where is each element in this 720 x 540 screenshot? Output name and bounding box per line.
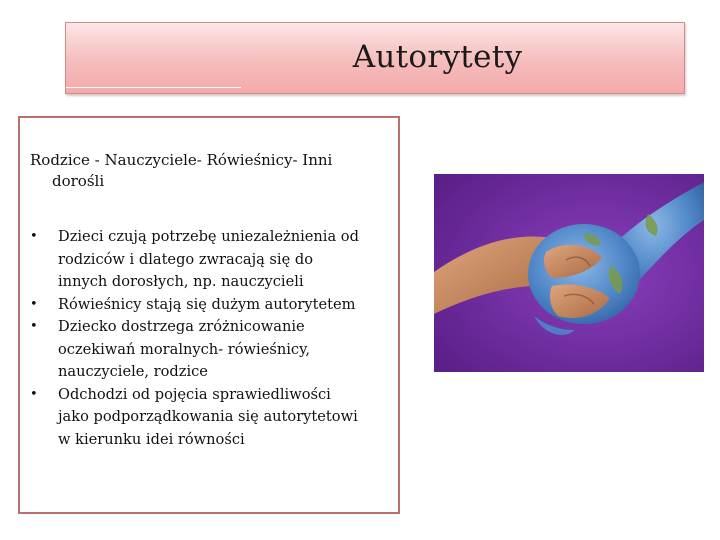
bullet-icon: • xyxy=(30,319,38,334)
list-item: • Dziecko dostrzega zróżnicowanie oczekiwań moralnych- rówieśnicy, nauczyciele, rodzice xyxy=(30,318,311,380)
list-item: • Rówieśnicy stają się dużym autorytetem xyxy=(28,294,394,317)
bullet-icon: • xyxy=(30,296,38,312)
list-item: • Dzieci czują potrzebę uniezależnienia od rodziców i dlatego zwracają się do innych dorosłych, np. nauczycieli xyxy=(30,228,359,290)
bullet-icon: • xyxy=(30,386,38,402)
intro-line-2: dorośli xyxy=(52,172,105,190)
intro-text xyxy=(30,150,400,192)
title-underline-decoration xyxy=(66,87,241,88)
bullet-icon: • xyxy=(30,229,38,244)
painted-hands-globe-image xyxy=(434,174,704,372)
bullet-list xyxy=(28,226,394,451)
list-item: • Odchodzi od pojęcia sprawiedliwości jako podporządkowania się autorytetowi w kierunku idei równości xyxy=(30,385,358,448)
content-panel xyxy=(18,116,400,514)
intro-line-1: Rodzice - Nauczyciele- Rówieśnicy- Inni xyxy=(30,151,333,169)
slide-title: Autorytety xyxy=(352,39,523,75)
title-banner xyxy=(65,22,685,94)
